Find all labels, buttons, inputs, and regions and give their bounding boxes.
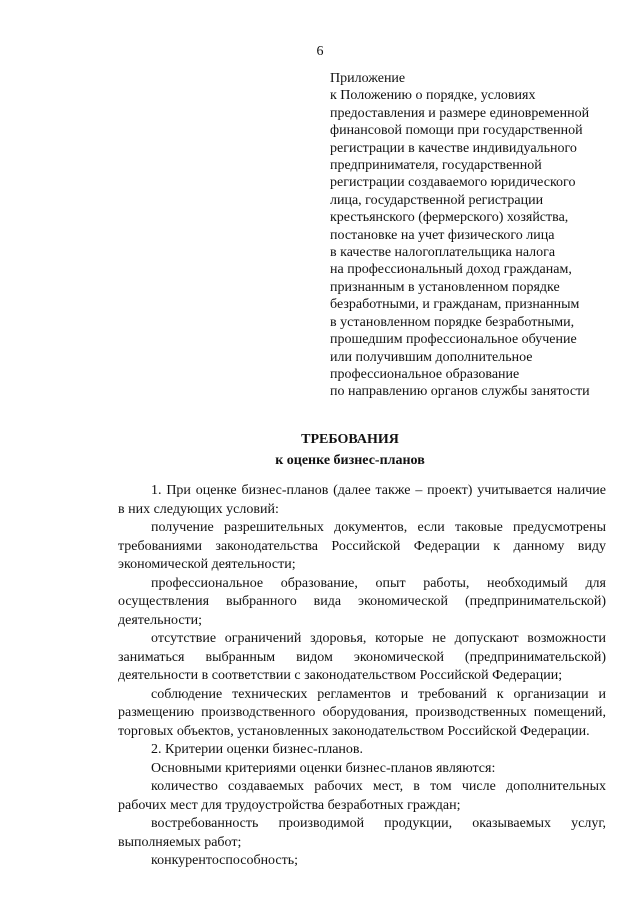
body-line: осуществления выбранного вида экономической (предпринимательской) xyxy=(118,594,606,609)
body-line: торговых объектов, установленных законодательством Российской Федерации. xyxy=(118,723,590,739)
appendix-line: признанным в установленном порядке xyxy=(330,279,560,295)
body-line: востребованность производимой продукции, оказываемых услуг, xyxy=(151,816,606,831)
document-title: ТРЕБОВАНИЯ xyxy=(301,432,399,447)
appendix-line: на профессиональный доход гражданам, xyxy=(330,262,572,278)
appendix-line: предоставления и размере единовременной xyxy=(330,105,590,121)
body-line: выполняемых работ; xyxy=(118,834,242,850)
body-line: требованиями законодательства Российской Федерации к данному виду xyxy=(118,538,606,554)
body-line: конкурентоспособность; xyxy=(151,853,299,868)
appendix-line: профессиональное образование xyxy=(330,366,520,382)
appendix-line: лица, государственной регистрации xyxy=(330,192,544,208)
body-line: профессиональное образование, опыт работы, необходимый для xyxy=(151,575,606,591)
body-line: соблюдение технических регламентов и требований к организации и xyxy=(151,686,606,702)
appendix-line: к Положению о порядке, условиях xyxy=(330,88,536,104)
body-line: заниматься выбранным видом экономической (предпринимательской) xyxy=(118,649,606,665)
body-line: Основными критериями оценки бизнес-планов являются: xyxy=(151,760,496,776)
appendix-line: в установленном порядке безработными, xyxy=(330,314,575,330)
appendix-line: крестьянского (фермерского) хозяйства, xyxy=(330,210,569,226)
appendix-line: или получившим дополнительное xyxy=(330,349,533,365)
document-body xyxy=(118,482,606,871)
document-subtitle: к оценке бизнес-планов xyxy=(275,453,425,468)
appendix-line: регистрации в качестве индивидуального xyxy=(330,140,577,156)
body-line: деятельности; xyxy=(118,612,203,628)
body-line: количество создаваемых рабочих мест, в том числе дополнительных xyxy=(151,779,606,794)
body-line: 2. Критерии оценки бизнес-планов. xyxy=(151,742,364,757)
body-line: 1. При оценке бизнес-планов (далее также – проект) учитывается наличие xyxy=(151,483,606,498)
body-line: деятельности в соответствии с законодательством Российской Федерации; xyxy=(118,668,563,683)
body-line: отсутствие ограничений здоровья, которые не допускают возможности xyxy=(151,631,606,646)
appendix-line: безработными, и гражданам, признанным xyxy=(330,297,580,313)
body-line: рабочих мест для трудоустройства безработных граждан; xyxy=(118,797,461,813)
appendix-line: постановке на учет физического лица xyxy=(330,227,555,243)
appendix-line: прошедшим профессиональное обучение xyxy=(330,332,577,348)
body-line: в них следующих условий: xyxy=(118,501,279,517)
appendix-line: в качестве налогоплательщика налога xyxy=(330,245,556,261)
body-line: размещению производственного оборудования, производственных помещений, xyxy=(118,705,606,720)
body-line: получение разрешительных документов, если таковые предусмотрены xyxy=(151,520,606,535)
page-number: 6 xyxy=(316,44,324,59)
appendix-line: регистрации создаваемого юридического xyxy=(330,175,576,191)
body-line: экономической деятельности; xyxy=(118,557,296,572)
appendix-line: по направлению органов службы занятости xyxy=(330,384,590,400)
appendix-note xyxy=(330,70,630,401)
appendix-line: Приложение xyxy=(330,71,406,86)
appendix-line: предпринимателя, государственной xyxy=(330,158,542,174)
appendix-line: финансовой помощи при государственной xyxy=(330,123,583,139)
